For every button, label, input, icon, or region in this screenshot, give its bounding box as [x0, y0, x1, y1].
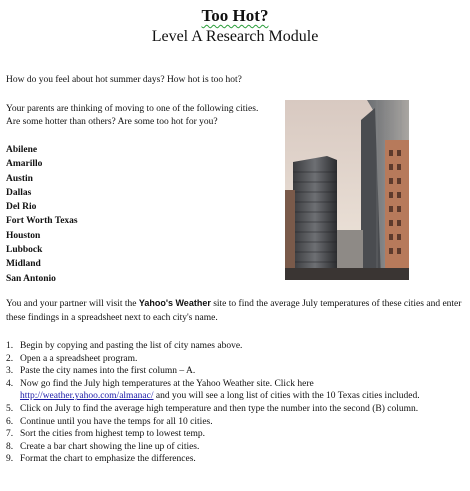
step-item [6, 353, 466, 366]
city-item: Austin [6, 173, 33, 184]
skyline-photo [285, 100, 409, 280]
city-item: Fort Worth Texas [6, 216, 78, 227]
step-item [6, 378, 466, 391]
page-title: Too Hot? [201, 6, 269, 25]
page-subtitle: Level A Research Module [151, 28, 319, 45]
step-number: 3. [6, 366, 14, 377]
city-item: Del Rio [6, 202, 37, 213]
city-item: Houston [6, 230, 41, 241]
step-number: 1. [6, 341, 14, 351]
city-item: Amarillo [6, 159, 43, 170]
question-hot-days: How do you feel about hot summer days? How hot is too hot? [6, 75, 242, 85]
city-item: Lubbock [6, 245, 43, 256]
step-item [6, 416, 466, 429]
step-number: 4. [6, 378, 14, 389]
step-number: 8. [6, 441, 14, 452]
question-line: Your parents are thinking of moving to one of the following cities. [6, 104, 259, 114]
step-item [6, 403, 466, 416]
step-text: Begin by copying and pasting the list of city names above. [20, 341, 243, 351]
city-list [6, 143, 78, 286]
steps-list [6, 340, 466, 466]
step-number: 2. [6, 353, 14, 364]
step-text-rest: and you will see a long list of cities with the 10 Texas cities included. [153, 391, 420, 402]
step-text: Sort the cities from highest temp to lowest temp. [20, 429, 205, 440]
step-number: 6. [6, 416, 14, 427]
step-text: Paste the city names into the first column – A. [20, 366, 196, 377]
city-item: Dallas [6, 187, 32, 198]
step-number: 9. [6, 454, 14, 465]
step-text: Now go find the July high temperatures at the Yahoo Weather site. Click here [20, 378, 314, 389]
step-item [6, 390, 466, 403]
step-text: Create a bar chart showing the line up of cities. [20, 441, 200, 452]
yahoo-almanac-link[interactable]: http://weather.yahoo.com/almanac/ [20, 391, 154, 402]
step-item [6, 453, 466, 466]
step-item [6, 441, 466, 454]
step-text [20, 390, 420, 403]
step-text: Format the chart to emphasize the differences. [20, 454, 196, 465]
step-text: Open a a spreadsheet program. [20, 353, 138, 364]
step-text: Continue until you have the temps for all 10 cities. [20, 416, 213, 427]
intro-text: You and your partner will visit the [6, 299, 139, 309]
step-number: 7. [6, 429, 14, 440]
question-line: Are some hotter than others? Are some too hot for you? [6, 117, 218, 127]
step-number: 5. [6, 403, 14, 414]
site-name: Yahoo's Weather [138, 298, 211, 308]
city-item: San Antonio [6, 273, 56, 284]
step-item [6, 365, 466, 378]
intro-text: site to find the average July temperatures of these cities and enter these findings in a spreadsheet next to each city's name. [6, 299, 462, 323]
intro-paragraph [6, 296, 464, 325]
city-item: Abilene [6, 145, 38, 155]
step-item [6, 340, 466, 353]
step-number [6, 390, 20, 403]
step-item [6, 428, 466, 441]
question-cities [6, 103, 286, 129]
step-text: Click on July to find the average high temperature and then type the number into the second (B) column. [20, 403, 419, 414]
city-item: Midland [6, 259, 41, 270]
